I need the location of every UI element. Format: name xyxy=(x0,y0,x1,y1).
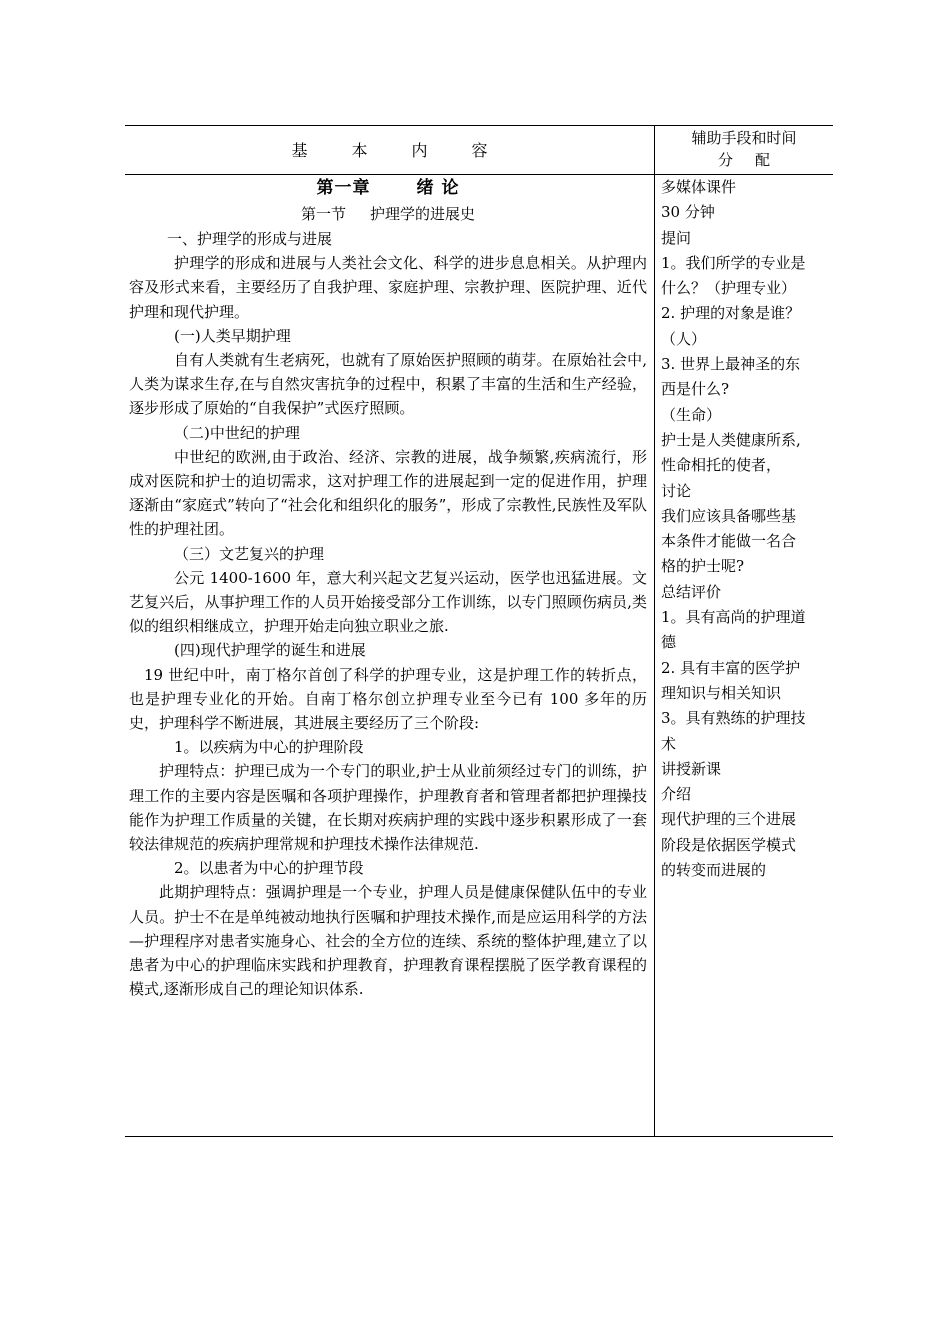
side-line: 本条件才能做一名合 xyxy=(661,532,797,551)
side-line: 1。具有高尚的护理道 xyxy=(661,608,806,627)
heading-formation: 一、护理学的形成与进展 xyxy=(167,230,333,248)
side-line: 我们应该具备哪些基 xyxy=(661,506,797,525)
table-bottom-rule xyxy=(125,1136,833,1137)
chapter-name: 绪 论 xyxy=(416,178,460,198)
heading-early-nursing: (一)人类早期护理 xyxy=(174,326,291,345)
header-aids-and-time xyxy=(655,125,833,174)
heading-disease-centered: 1。以疾病为中心的护理阶段 xyxy=(174,738,364,757)
side-line: 多媒体课件 xyxy=(661,178,737,196)
paragraph-renaissance-nursing: 公元 1400-1600 年，意大利兴起文艺复兴运动，医学也迅猛进展。文艺复兴后，从事护理工作的人员开始接受部分工作训练，以专门照顾伤病员,类似的组织相继成立，护理开始走向独立职业之旅. xyxy=(129,568,647,636)
side-line: 的转变而进展的 xyxy=(661,861,767,880)
side-line: 西是什么? xyxy=(661,380,730,399)
paragraph-formation: 护理学的形成和进展与人类社会文化、科学的进步息息相关。从护理内容及形式来看，主要经历了自我护理、家庭护理、宗教护理、医院护理、近代护理和现代护理。 xyxy=(129,254,647,321)
header-aids-line1: 辅助手段和时间 xyxy=(691,129,797,147)
side-line: 理知识与相关知识 xyxy=(661,683,782,702)
side-line: 讨论 xyxy=(661,481,692,500)
paragraph-disease-centered: 护理特点：护理已成为一个专门的职业,护士从业前须经过专门的训练，护理工作的主要内容是医嘱和各项护理操作，护理教育者和管理者都把护理操技能作为护理工作质量的关键，在长期对疾病护理的实践中逐步积累形成了一套较法律规范的疾病护理常规和护理技术操作法律规范. xyxy=(129,762,647,854)
header-basic-content: 基本内容 xyxy=(291,141,532,160)
side-line: 2. 护理的对象是谁？ xyxy=(661,304,801,323)
lesson-table xyxy=(125,125,833,1137)
side-line: （生命） xyxy=(661,405,722,424)
paragraph-early-nursing: 自有人类就有生老病死，也就有了原始医护照顾的萌芽。在原始社会中,人类为谋求生存,在与自然灾害抗争的过程中，积累了丰富的生活和生产经验，逐步形成了原始的“自我保护”式医疗照顾。 xyxy=(129,351,647,418)
side-line: 3. 世界上最神圣的东 xyxy=(661,355,801,374)
header-aids-line2: 分配 xyxy=(717,151,792,169)
side-line: 讲授新课 xyxy=(661,759,722,778)
side-line: 术 xyxy=(661,734,677,753)
paragraph-modern-nursing: 19 世纪中叶，南丁格尔首创了科学的护理专业，这是护理工作的转折点，也是护理专业化的开始。自南丁格尔创立护理专业至今已有 100 多年的历史，护理科学不断进展，其进展主要经历了三个阶段: xyxy=(129,665,647,733)
side-line: 提问 xyxy=(661,228,692,247)
heading-medieval-nursing: （二)中世纪的护理 xyxy=(174,423,300,442)
side-line: 德 xyxy=(661,633,677,652)
heading-modern-nursing: (四)现代护理学的诞生和进展 xyxy=(174,641,366,660)
section-title xyxy=(129,201,647,227)
side-line: 性命相托的使者， xyxy=(661,456,782,475)
side-line: 现代护理的三个进展 xyxy=(661,810,797,829)
section-number: 第一节 xyxy=(300,205,346,223)
side-line: 3。具有熟练的护理技 xyxy=(661,709,806,728)
column-divider xyxy=(654,125,655,1137)
chapter-title xyxy=(129,175,647,201)
chapter-number: 第一章 xyxy=(316,178,371,198)
main-content xyxy=(129,175,647,1002)
side-line: 阶段是依据医学模式 xyxy=(661,835,797,854)
heading-patient-centered: 2。以患者为中心的护理节段 xyxy=(174,859,364,878)
side-line: 2. 具有丰富的医学护 xyxy=(661,658,801,677)
side-line: 总结评价 xyxy=(661,582,722,601)
paragraph-patient-centered: 此期护理特点：强调护理是一个专业，护理人员是健康保健队伍中的专业人员。护士不在是单纯被动地执行医嘱和护理技术操作,而是应运用科学的方法—护理程序对患者实施身心、社会的全方位的连续、系统的整体护理,建立了以患者为中心的护理临床实践和护理教育，护理教育课程摆脱了医学教育课程的模式,逐渐形成自己的理论知识体系. xyxy=(129,883,647,999)
paragraph-medieval-nursing: 中世纪的欧洲,由于政治、经济、宗教的进展，战争频繁,疾病流行，形成对医院和护士的迫切需求，这对护理工作的进展起到一定的促进作用，护理逐渐由“家庭式”转向了“社会化和组织化的服务”，形成了宗教性,民族性及军队性的护理社团。 xyxy=(129,447,647,539)
side-line: （人） xyxy=(661,329,707,348)
side-line: 什么？（护理专业） xyxy=(661,279,797,298)
side-line: 护士是人类健康所系, xyxy=(661,430,801,449)
side-line: 格的护士呢? xyxy=(661,557,745,576)
side-line: 1。我们所学的专业是 xyxy=(661,253,806,272)
heading-renaissance-nursing: （三）文艺复兴的护理 xyxy=(174,544,325,563)
side-notes xyxy=(661,175,829,883)
side-line: 介绍 xyxy=(661,785,692,804)
side-line: 30 分钟 xyxy=(661,203,715,222)
section-name: 护理学的进展史 xyxy=(370,205,476,223)
